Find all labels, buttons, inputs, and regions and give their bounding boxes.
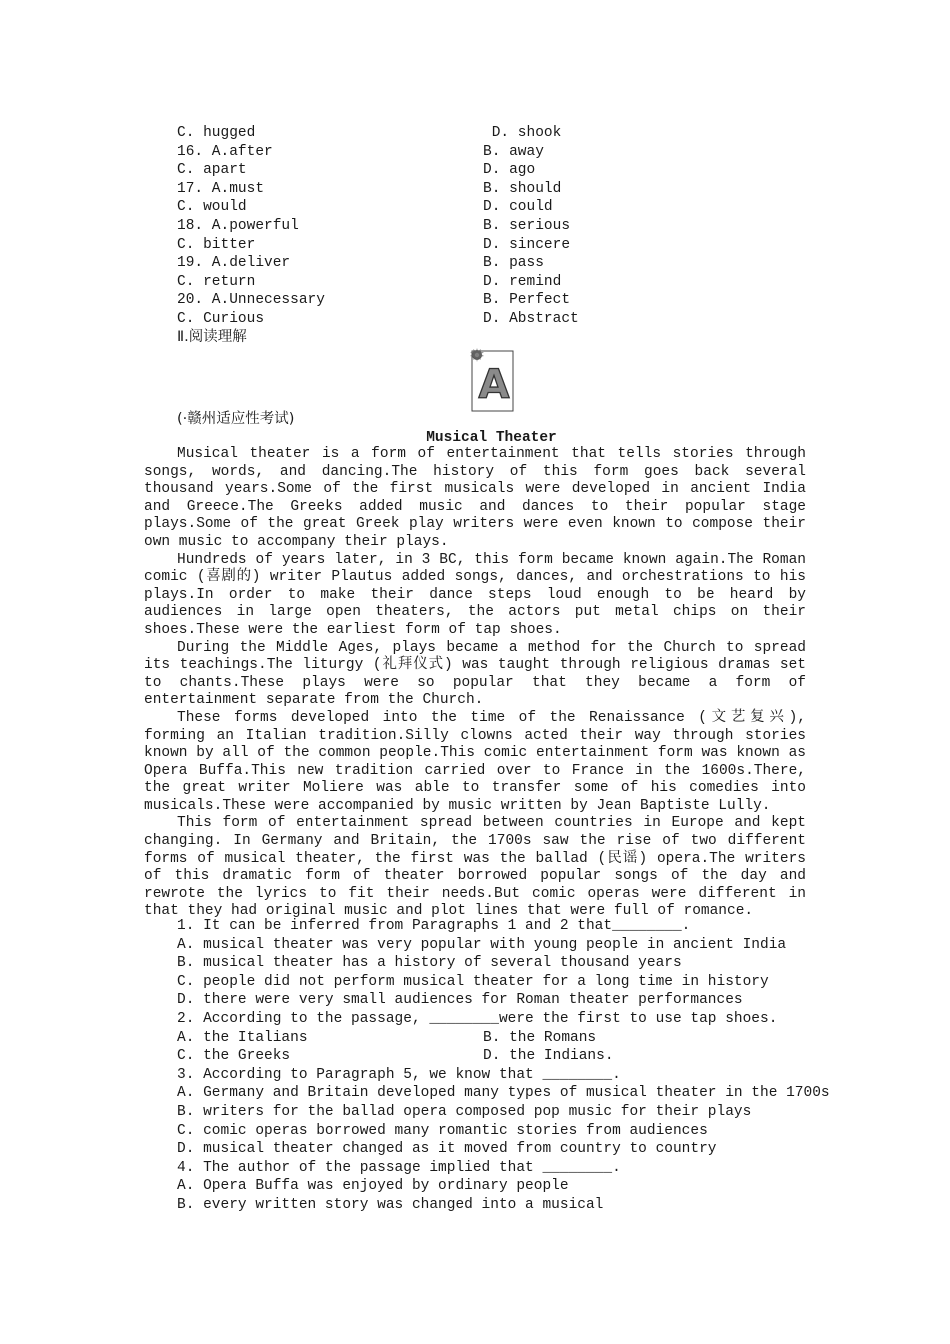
option-right: B. away: [483, 143, 544, 160]
option-left: 16. A.after: [177, 143, 273, 160]
question-stem: 1. It can be inferred from Paragraphs 1 and 2 that________.: [177, 918, 691, 934]
option-left: C. apart: [177, 162, 247, 179]
option-row: [177, 310, 637, 329]
option-right: D. shook: [483, 125, 562, 141]
question-option: B. the Romans: [483, 1029, 597, 1046]
question-option: B. every written story was changed into a musical: [177, 1196, 604, 1213]
option-left: C. Curious: [177, 310, 265, 327]
question-list: [177, 917, 830, 1215]
paragraph: Musical theater is a form of entertainment that tells stories through songs, words, and dancing.The history of this form goes back several thousand years.Some of the first musicals were developed in ancient India and Greece.The Greeks added music and dances to their popular stage plays.Some of the great Greek play writers were even known to compose their own music to accompany their plays.: [144, 446, 806, 550]
option-row: [177, 143, 637, 162]
question-option-row: [177, 1047, 817, 1066]
option-row: [177, 180, 637, 199]
option-row: [177, 254, 637, 273]
exam-source: (·赣州适应性考试): [177, 411, 295, 427]
option-right: D. Abstract: [483, 310, 579, 327]
option-left: 19. A.deliver: [177, 255, 291, 272]
option-right: B. should: [483, 180, 562, 197]
passage-title: Musical Theater: [426, 430, 557, 446]
paragraph: This form of entertainment spread between countries in Europe and kept changing. In Germany and Britain, the 1700s saw the rise of two different forms of musical theater, the first was the ballad (民谣) opera.The writers of this dramatic form of theater borrowed popular songs of the day and rewrote the lyrics to fit their needs.But comic operas were different in that they had original music and plot lines that were full of romance.: [144, 815, 806, 920]
question-option: A. Germany and Britain developed many types of musical theater in the 1700s: [177, 1085, 830, 1102]
question-option: A. musical theater was very popular with young people in ancient India: [177, 936, 787, 953]
option-right: B. Perfect: [483, 292, 571, 309]
section-heading: Ⅱ.阅读理解: [177, 329, 247, 345]
question-option: D. the Indians.: [483, 1048, 614, 1065]
question-option: C. comic operas borrowed many romantic stories from audiences: [177, 1122, 708, 1139]
option-left: 20. A.Unnecessary: [177, 292, 325, 309]
paragraph: These forms developed into the time of the Renaissance (文艺复兴), forming an Italian tradition.Silly clowns acted their way through stories known by all of the common people.This comic entertainment form was known as Opera Buffa.This new tradition carried over to France in the 1600s.There, the great writer Moliere was able to transfer some of his comedies into musicals.These were accompanied by music written by Jean Baptiste Lully.: [144, 709, 806, 814]
option-right: B. serious: [483, 217, 571, 234]
option-row: [177, 161, 637, 180]
option-row: [177, 273, 637, 292]
option-row: [177, 124, 637, 143]
question-stem: 3. According to Paragraph 5, we know that ________.: [177, 1066, 621, 1083]
option-right: D. ago: [483, 162, 536, 179]
option-row: [177, 198, 637, 217]
question-option: A. the Italians: [177, 1029, 308, 1046]
question-stem: 2. According to the passage, ________were the first to use tap shoes.: [177, 1010, 778, 1027]
passage-body: [144, 446, 806, 921]
option-left: C. hugged: [177, 125, 256, 141]
option-right: D. could: [483, 199, 553, 216]
option-left: C. would: [177, 199, 247, 216]
passage-a-badge-icon: [468, 346, 514, 412]
question-option: D. musical theater changed as it moved from country to country: [177, 1141, 717, 1158]
option-left: C. return: [177, 273, 256, 290]
badge-letter: A: [478, 362, 510, 408]
option-row: [177, 291, 637, 310]
option-left: C. bitter: [177, 236, 256, 253]
question-option-row: [177, 1029, 817, 1048]
question-option: D. there were very small audiences for Roman theater performances: [177, 992, 743, 1009]
question-stem: 4. The author of the passage implied that ________.: [177, 1159, 621, 1176]
paragraph: During the Middle Ages, plays became a method for the Church to spread its teachings.The liturgy (礼拜仪式) was taught through religious dramas set to chants.These plays were so popular that they became a form of entertainment separate from the Church.: [144, 639, 806, 709]
option-row: [177, 217, 637, 236]
question-option: A. Opera Buffa was enjoyed by ordinary people: [177, 1178, 569, 1195]
option-row: [177, 236, 637, 255]
option-left: 18. A.powerful: [177, 217, 299, 234]
question-option: C. people did not perform musical theater for a long time in history: [177, 973, 769, 990]
answer-options-grid: [177, 124, 637, 329]
paragraph: Hundreds of years later, in 3 BC, this form became known again.The Roman comic (喜剧的) writer Plautus added songs, dances, and orchestrations to his plays.In order to make their dance steps loud enough to be heard by audiences in large open theaters, the actors put metal chips on their shoes.These were the earliest form of tap shoes.: [144, 551, 806, 638]
option-right: D. remind: [483, 273, 562, 290]
option-right: B. pass: [483, 255, 544, 272]
question-option: B. musical theater has a history of several thousand years: [177, 955, 682, 972]
option-left: 17. A.must: [177, 180, 265, 197]
question-option: B. writers for the ballad opera composed pop music for their plays: [177, 1103, 752, 1120]
question-option: C. the Greeks: [177, 1048, 291, 1065]
option-right: D. sincere: [483, 236, 571, 253]
